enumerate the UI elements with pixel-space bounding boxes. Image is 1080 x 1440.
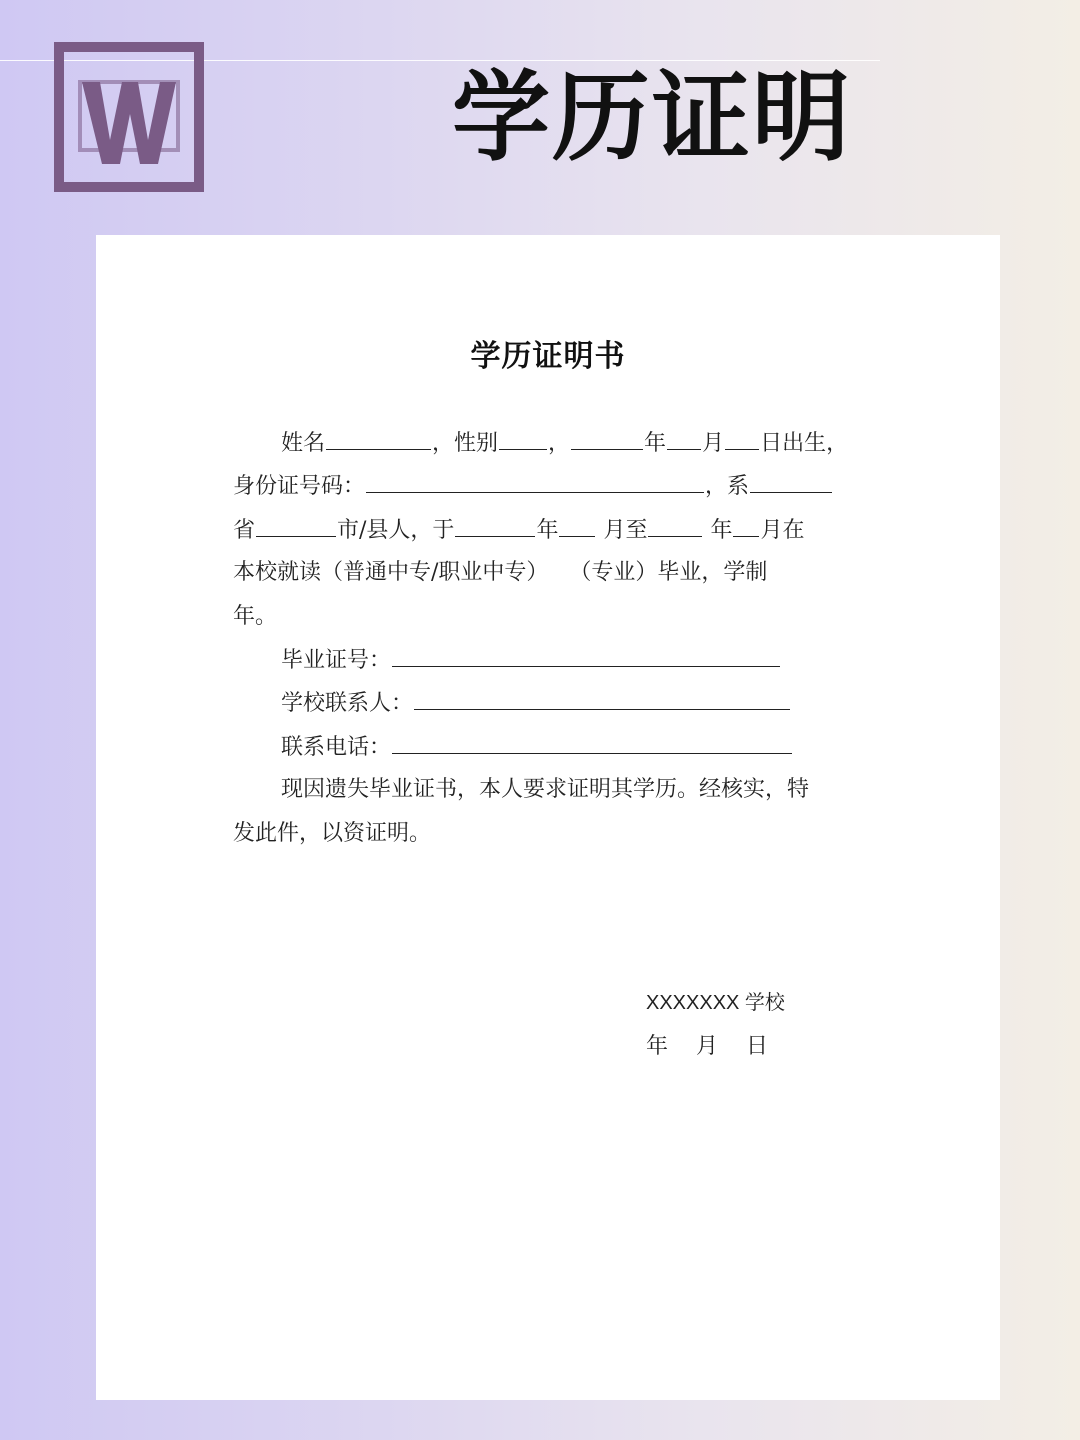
blank-birth-year[interactable] bbox=[571, 421, 643, 450]
comma: ， bbox=[548, 431, 571, 456]
label-contact-phone: 联系电话： bbox=[281, 734, 392, 760]
label-start-month-to: 月至 bbox=[596, 517, 648, 543]
blank-contact-phone[interactable] bbox=[392, 725, 792, 754]
statement-line-1: 现因遗失毕业证书，本人要求证明其学历。经核实，特 bbox=[281, 777, 810, 803]
blank-start-month[interactable] bbox=[559, 508, 595, 537]
label-department: ，系 bbox=[705, 474, 750, 500]
logo-w-glyph bbox=[64, 52, 194, 182]
word-logo-icon bbox=[54, 42, 204, 192]
label-end-year: 年 bbox=[703, 517, 733, 543]
signature-date: 年 月 日 bbox=[646, 1034, 768, 1060]
blank-graduation-number[interactable] bbox=[392, 638, 780, 667]
label-year: 年 bbox=[644, 431, 667, 456]
document-body bbox=[233, 421, 863, 855]
blank-end-year[interactable] bbox=[648, 508, 702, 537]
line-province-period bbox=[233, 508, 863, 551]
label-start-year: 年 bbox=[536, 517, 559, 543]
blank-birth-month[interactable] bbox=[667, 421, 701, 450]
document-title: 学历证明书 bbox=[470, 339, 626, 374]
blank-end-month[interactable] bbox=[733, 508, 759, 537]
line-name-gender-birth bbox=[233, 421, 863, 464]
document-page bbox=[96, 235, 1000, 1400]
line-graduation-number bbox=[233, 638, 863, 681]
statement-line-2: 发此件，以资证明。 bbox=[233, 820, 432, 846]
blank-id-number[interactable] bbox=[366, 464, 704, 493]
label-end-month-at: 月在 bbox=[760, 517, 805, 543]
label-city-county: 市/县人，于 bbox=[337, 517, 455, 543]
label-contact-person: 学校联系人： bbox=[281, 691, 414, 717]
blank-contact-person[interactable] bbox=[414, 681, 790, 710]
label-graduation-number: 毕业证号： bbox=[281, 647, 392, 673]
label-day-born: 日出生， bbox=[760, 431, 849, 456]
line-id-number bbox=[233, 464, 863, 507]
line-contact-phone bbox=[233, 725, 863, 768]
blank-department[interactable] bbox=[750, 464, 832, 493]
blank-province[interactable] bbox=[256, 508, 336, 537]
signature-block bbox=[646, 982, 785, 1069]
blank-birth-day[interactable] bbox=[725, 421, 759, 450]
signature-school: XXXXXXX 学校 bbox=[646, 992, 785, 1014]
blank-start-year[interactable] bbox=[455, 508, 535, 537]
blank-gender[interactable] bbox=[499, 421, 547, 450]
label-month: 月 bbox=[702, 431, 725, 456]
blank-name[interactable] bbox=[326, 421, 431, 450]
line-school-major: 本校就读（普通中专/职业中专） （专业）毕业，学制 bbox=[233, 560, 768, 586]
label-name: 姓名 bbox=[281, 431, 326, 456]
label-gender: ，性别 bbox=[432, 431, 499, 456]
label-province: 省 bbox=[233, 517, 256, 543]
label-id-number: 身份证号码： bbox=[233, 474, 366, 500]
banner-title: 学历证明 bbox=[452, 61, 853, 175]
line-schooling-years: 年。 bbox=[233, 603, 278, 629]
line-contact-person bbox=[233, 681, 863, 724]
